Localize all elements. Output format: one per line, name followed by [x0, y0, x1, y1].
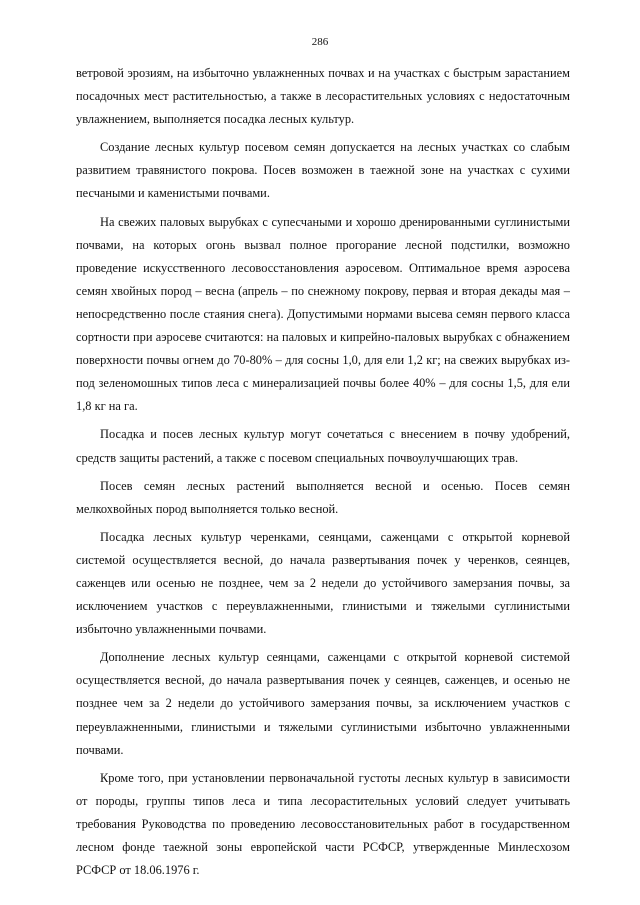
paragraph: ветровой эрозиям, на избыточно увлажненных почвах и на участках с быстрым зарастанием посадочных мест растительностью, а также в лесорастительных условиях с недостаточным увлажнением, выполняется посадка лесных культур. [76, 66, 570, 127]
paragraph: На свежих паловых вырубках с супесчаными и хорошо дренированными суглинистыми почвами, на которых огонь вызвал полное прогорание лесной подстилки, возможно проведение искусственного лесовосстановления аэросевом. Оптимальное время аэросева семян хвойных пород – весна (апрель – по снежному покрову, первая и вторая декады мая – непосредственно после стаяния снега). Допустимыми нормами высева семян первого класса сортности при аэросеве считаются: на паловых и кипрейно-паловых вырубках с обнажением поверхности почвы огнем до 70-80% – для сосны 1,0, для ели 1,2 кг; на свежих вырубках из-под зеленомошных типов леса с минерализацией почвы более 40% – для сосны 1,5, для ели 1,8 кг на га. [76, 214, 570, 414]
body-text [76, 62, 570, 887]
paragraph: Дополнение лесных культур сеянцами, саженцами с открытой корневой системой осуществляется весной, до начала развертывания почек у сеянцев, саженцев, и осенью не позднее чем за 2 недели до устойчивого замерзания почвы, за исключением участков с переувлажненными, глинистыми и тяжелыми суглинистыми избыточно увлажненными почвами. [76, 650, 570, 757]
paragraph: Создание лесных культур посевом семян допускается на лесных участках со слабым развитием травянистого покрова. Посев возможен в таежной зоне на участках с сухими песчаными и каменистыми почвами. [76, 140, 570, 201]
paragraph: Посадка и посев лесных культур могут сочетаться с внесением в почву удобрений, средств защиты растений, а также с посевом специальных почвоулучшающих трав. [76, 427, 570, 465]
page-number: 286 [311, 36, 329, 48]
paragraph: Посев семян лесных растений выполняется весной и осенью. Посев семян мелкохвойных пород выполняется только весной. [76, 478, 570, 516]
paragraph: Посадка лесных культур черенками, сеянцами, саженцами с открытой корневой системой осуществляется весной, до начала развертывания почек у черенков, сеянцев, саженцев или осенью не позднее, чем за 2 недели до устойчивого замерзания почвы, за исключением участков с переувлажненными, глинистыми и тяжелыми суглинистыми избыточно увлажненными почвами. [76, 529, 570, 637]
paragraph: Кроме того, при установлении первоначальной густоты лесных культур в зависимости от породы, группы типов леса и типа лесорастительных условий следует учитывать требования Руководства по проведению лесовосстановительных работ в государственном лесном фонде таежной зоны европейской части РСФСР, утвержденные Минлесхозом РСФСР от 18.06.1976 г. [76, 770, 570, 878]
